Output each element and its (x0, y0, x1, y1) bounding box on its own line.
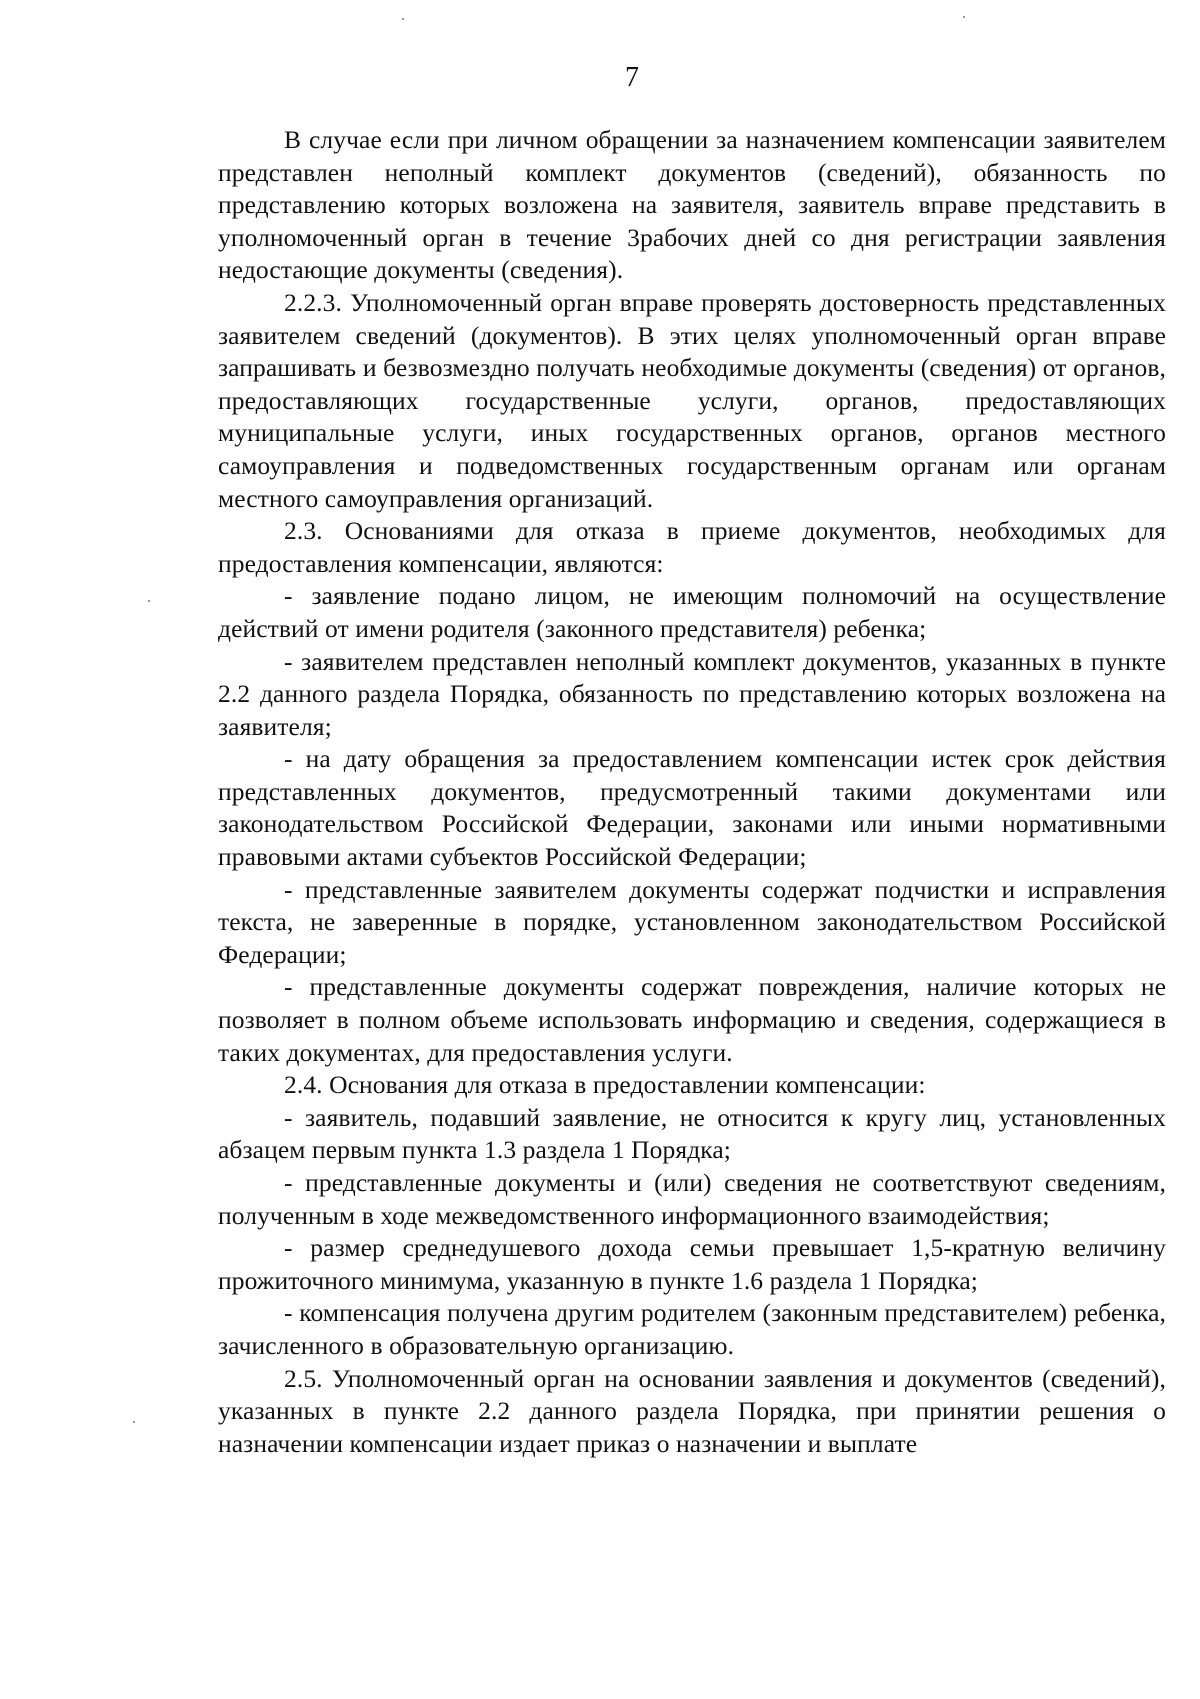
list-item: - компенсация получена другим родителем (законным представителем) ребенка, зачисленного в образовательную организацию. (218, 1298, 1166, 1360)
list-item: - представленные заявителем документы содержат подчистки и исправления текста, не заверенные в порядке, установленном законодательством Российской Федерации; (218, 874, 1166, 969)
list-item: - представленные документы содержат повреждения, наличие которых не позволяет в полном объеме использовать информацию и сведения, содержащиеся в таких документах, для предоставления услуги. (218, 972, 1166, 1067)
paragraph-2-3: 2.3. Основаниями для отказа в приеме документов, необходимых для предоставления компенсации, являются: (218, 516, 1166, 578)
page-number: 7 (625, 62, 639, 93)
list-item: - заявление подано лицом, не имеющим полномочий на осуществление действий от имени родителя (законного представителя) ребенка; (218, 581, 1166, 643)
document-body (218, 124, 1166, 1460)
paragraph-2-4: 2.4. Основания для отказа в предоставлении компенсации: (284, 1070, 926, 1100)
scan-speck (402, 18, 404, 20)
list-item: - размер среднедушевого дохода семьи превышает 1,5-кратную величину прожиточного минимума, указанную в пункте 1.6 раздела 1 Порядка; (218, 1233, 1166, 1295)
paragraph-incomplete-documents: В случае если при личном обращении за назначением компенсации заявителем представлен неполный комплект документов (сведений), обязанность по представлению которых возложена на заявителя, заявитель вправе представить в уполномоченный орган в течение 3рабочих дней со дня регистрации заявления недостающие документы (сведения). (218, 125, 1166, 285)
list-item: - заявителем представлен неполный комплект документов, указанных в пункте 2.2 данного раздела Порядка, обязанность по представлению которых возложена на заявителя; (218, 646, 1166, 741)
paragraph-2-2-3: 2.2.3. Уполномоченный орган вправе проверять достоверность представленных заявителем сведений (документов). В этих целях уполномоченный орган вправе запрашивать и безвозмездно получать необходимые документы (сведения) от органов, предоставляющих государственные услуги, органов, предоставляющих муниципальные услуги, иных государственных органов, органов местного самоуправления и подведомственных государственным органам или органам местного самоуправления организаций. (218, 287, 1166, 513)
scan-speck (148, 600, 150, 602)
paragraph-2-5: 2.5. Уполномоченный орган на основании заявления и документов (сведений), указанных в пункте 2.2 данного раздела Порядка, при принятии решения о назначении компенсации издает приказ о назначении и выплате (218, 1363, 1166, 1458)
list-item: - на дату обращения за предоставлением компенсации истек срок действия представленных документов, предусмотренный такими документами или законодательством Российской Федерации, законами или иными нормативными правовыми актами субъектов Российской Федерации; (218, 744, 1166, 872)
list-item: - заявитель, подавший заявление, не относится к кругу лиц, установленных абзацем первым пункта 1.3 раздела 1 Порядка; (218, 1102, 1166, 1165)
list-item: - представленные документы и (или) сведения не соответствуют сведениям, полученным в ходе межведомственного информационного взаимодействия; (218, 1168, 1166, 1230)
scan-speck (133, 1421, 135, 1423)
scan-speck (963, 16, 965, 18)
